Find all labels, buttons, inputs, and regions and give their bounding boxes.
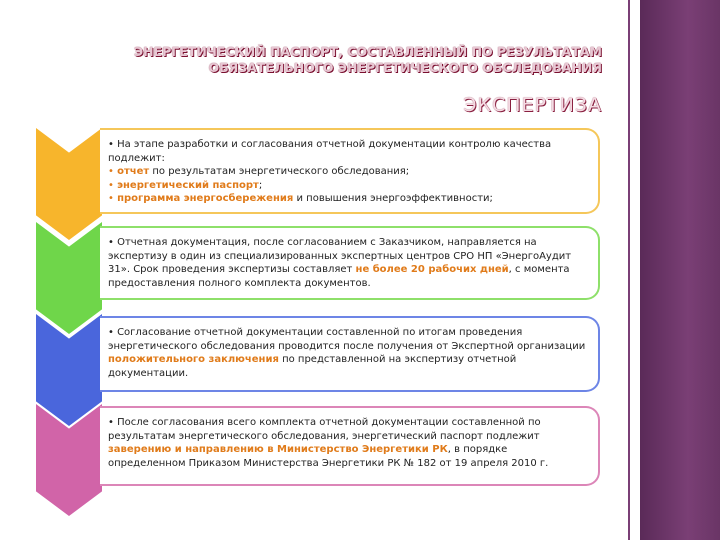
text: • Согласование отчетной документации составленной по итогам проведения энергетического обследования проводится после получения от Экспертной организации (108, 327, 586, 352)
highlight: программа энергосбережения (117, 193, 294, 204)
text: по результатам энергетического обследования; (149, 166, 410, 177)
step-3-box (100, 316, 600, 392)
step-2-box (100, 226, 600, 300)
slide-subtitle: ЭКСПЕРТИЗА (463, 94, 602, 116)
text: • Отчетная документация, после согласованием с Заказчиком, направляется на экспертизу в один из специализированных экспертных центров СРО НП «ЭнергоАудит 31». Срок проведения экспертизы составляет (108, 237, 572, 275)
step-1-intro: • На этапе разработки и согласования отчетной документации контролю качества подлежит: (108, 139, 552, 164)
text: , в порядке определенном Приказом Министерства Энергетики РК № 182 от 19 апреля 2010 г. (108, 444, 549, 469)
step-3-text (108, 326, 588, 380)
step-1-item-2: • энергетический паспорт; (108, 179, 263, 191)
step-1-item-3: • программа энергосбережения и повышения энергоэффективности; (108, 193, 493, 204)
title-line-2: ОБЯЗАТЕЛЬНОГО ЭНЕРГЕТИЧЕСКОГО ОБСЛЕДОВАНИЯ (208, 60, 602, 75)
step-1-item-1: • отчет по результатам энергетического обследования; (108, 166, 410, 177)
decorative-side-band (640, 0, 720, 540)
highlight: отчет (117, 166, 150, 177)
title-line-1: ЭНЕРГЕТИЧЕСКИЙ ПАСПОРТ, СОСТАВЛЕННЫЙ ПО РЕЗУЛЬТАТАМ (133, 44, 602, 59)
step-4-box (100, 406, 600, 486)
step-4-text (108, 416, 588, 470)
text: • После согласования всего комплекта отчетной документации составленной по результатам энергетического обследования, энергетический паспорт подлежит (108, 417, 541, 442)
slide-title (134, 44, 602, 76)
highlight: энергетический паспорт (117, 179, 259, 191)
text: ; (258, 179, 263, 191)
divider-line (628, 0, 630, 540)
step-1-box (100, 128, 600, 214)
text: , с момента предоставления полного комплекта документов. (108, 264, 570, 289)
text: по представленной на экспертизу отчетной документации. (108, 354, 517, 379)
highlight: заверению и направлению в Министерство Энергетики РК (108, 444, 448, 455)
step-2-text (108, 236, 588, 290)
highlight: не более 20 рабочих дней (355, 264, 509, 275)
text: и повышения энергоэффективности; (293, 193, 493, 204)
chevron-step-1-icon (36, 128, 102, 240)
highlight: положительного заключения (108, 354, 279, 365)
